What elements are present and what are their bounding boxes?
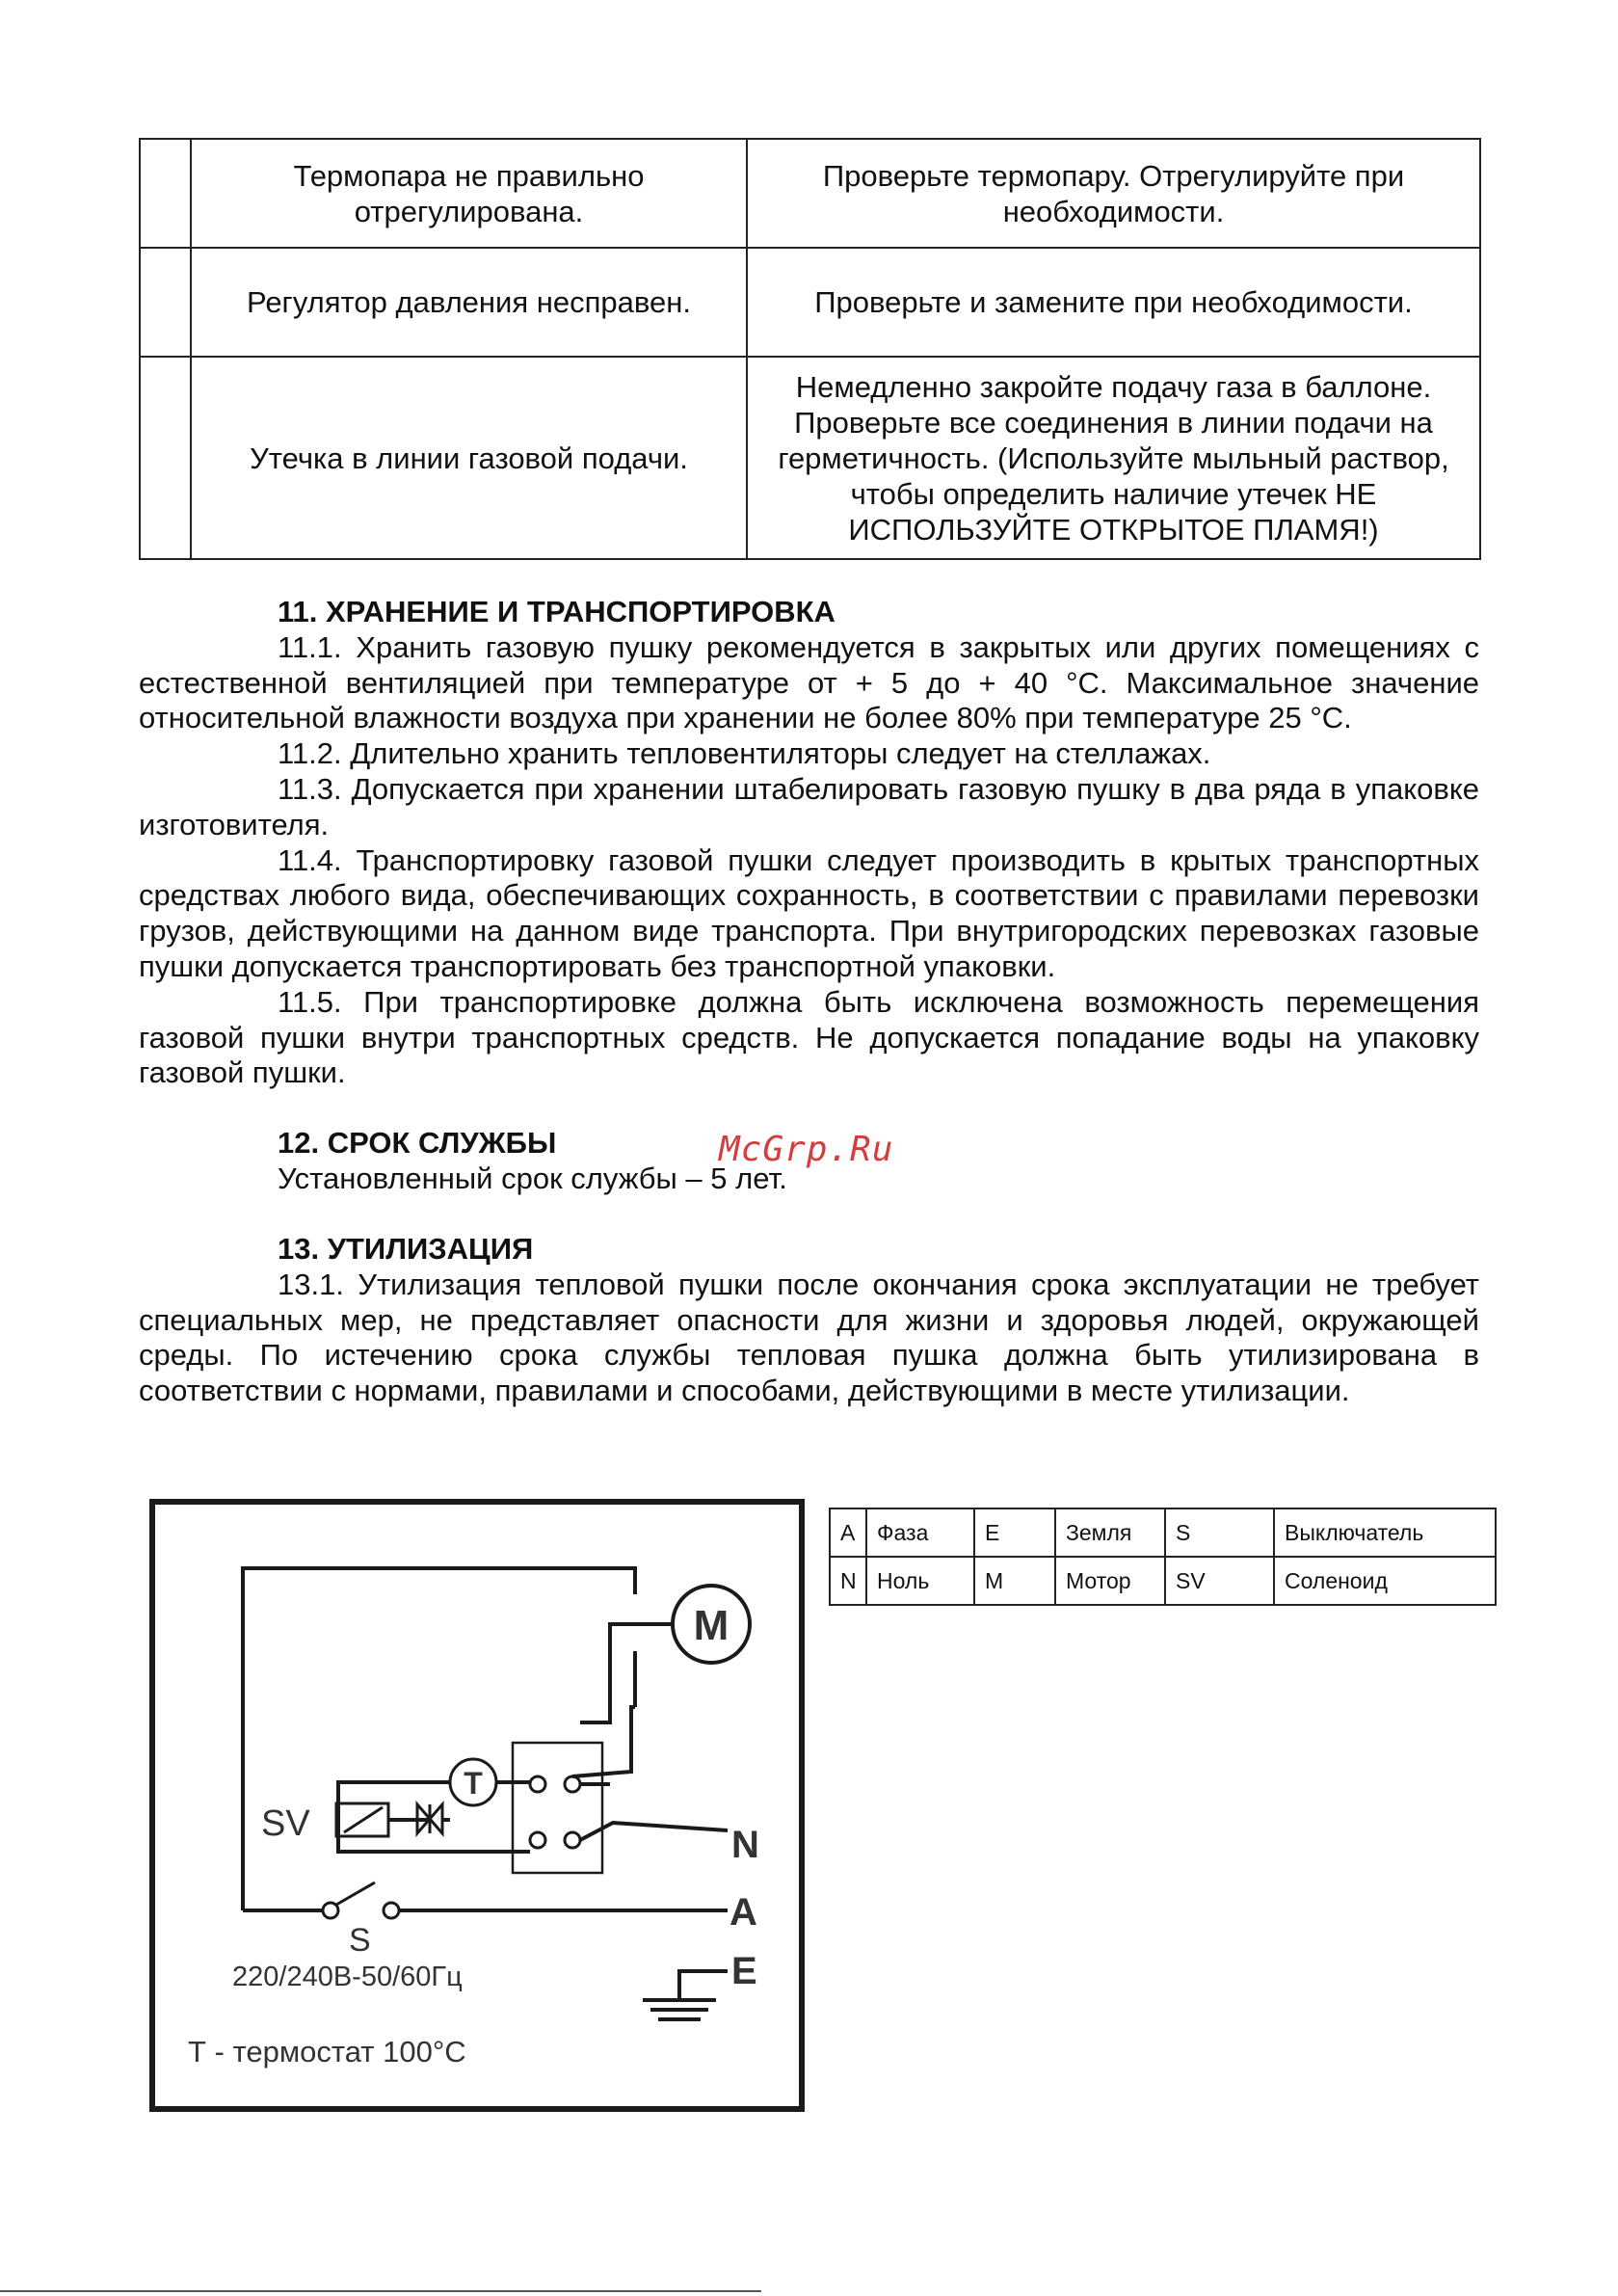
- fault-remedy-cell: Проверьте термопару. Отрегулируйте при необходимости.: [747, 139, 1480, 248]
- footer-rule: [0, 2290, 761, 2292]
- solenoid-label: SV: [261, 1803, 310, 1844]
- switch-contact: [384, 1903, 399, 1918]
- fault-cause-cell: Регулятор давления несправен.: [191, 248, 747, 357]
- switch-lever: [336, 1882, 375, 1905]
- paragraph: 11.4. Транспортировку газовой пушки следует производить в крытых транспортных средствах любого вида, обеспечивающих сохранность, в соответствии с правилами перевозки грузов, действующими на данном виде транспорта. При внутригородских перевозках газовые пушки допускается транспортировать без транспортной упаковки.: [139, 842, 1479, 983]
- section-title: 13. УТИЛИЗАЦИЯ: [278, 1232, 534, 1266]
- legend-row: [830, 1508, 1496, 1557]
- legend-meaning: Мотор: [1055, 1557, 1165, 1605]
- terminal-pin: [565, 1776, 580, 1792]
- wire: [580, 1624, 671, 1722]
- legend-code: N: [830, 1557, 866, 1605]
- switch-label: S: [349, 1922, 371, 1959]
- watermark: McGrp.Ru: [719, 1130, 894, 1169]
- legend-code: S: [1165, 1508, 1274, 1557]
- wire: [338, 1782, 450, 1792]
- switch-contact: [323, 1903, 338, 1918]
- legend-code: SV: [1165, 1557, 1274, 1605]
- fault-row: [140, 248, 1480, 357]
- wire: [679, 1971, 728, 2000]
- section-disposal: [139, 1232, 1479, 1409]
- legend-meaning: Фаза: [866, 1508, 974, 1557]
- terminal-pin: [530, 1832, 545, 1848]
- terminal-n-label: N: [731, 1824, 759, 1866]
- fault-cause-cell: Термопара не правильно отрегулирована.: [191, 139, 747, 248]
- section-storage-transport: [139, 595, 1479, 1091]
- legend-table: [829, 1508, 1497, 1606]
- fault-number-cell: [140, 248, 191, 357]
- paragraph: 11.5. При транспортировке должна быть исключена возможность перемещения газовой пушки внутри транспортных средств. Не допускается попадание воды на упаковку газовой пушки.: [139, 984, 1479, 1090]
- wiring-diagram-svg: [155, 1505, 799, 2106]
- section-title: 12. СРОК СЛУЖБЫ: [278, 1126, 557, 1160]
- section-title: 11. ХРАНЕНИЕ И ТРАНСПОРТИРОВКА: [278, 595, 836, 628]
- wire: [243, 1568, 635, 1910]
- paragraph: 11.2. Длительно хранить тепловентиляторы следует на стеллажах.: [278, 736, 1211, 771]
- wiring-diagram: [149, 1499, 805, 2112]
- legend-code: E: [974, 1508, 1055, 1557]
- legend-meaning: Земля: [1055, 1508, 1165, 1557]
- thermostat-label: T: [464, 1766, 483, 1801]
- voltage-label: 220/240В-50/60Гц: [232, 1962, 463, 1992]
- fault-cause-cell: Утечка в линии газовой подачи.: [191, 357, 747, 559]
- fault-row: [140, 139, 1480, 248]
- fault-number-cell: [140, 357, 191, 559]
- fault-row: [140, 357, 1480, 559]
- motor-label: M: [693, 1602, 729, 1649]
- paragraph: 11.3. Допускается при хранении штабелировать газовую пушку в два ряда в упаковке изготовителя.: [139, 771, 1479, 841]
- paragraph: 11.1. Хранить газовую пушку рекомендуется в закрытых или других помещениях с естественной вентиляцией при температуре от + 5 до + 40 °С. Максимальное значение относительной влажности воздуха при хранении не более 80% при температуре 25 °С.: [139, 629, 1479, 735]
- wire: [344, 1807, 383, 1832]
- fault-table: [139, 138, 1481, 560]
- terminal-pin: [530, 1776, 545, 1792]
- fault-number-cell: [140, 139, 191, 248]
- paragraph: 13.1. Утилизация тепловой пушки после окончания срока эксплуатации не требует специальных мер, не представляет опасности для жизни и здоровья людей, окружающей среды. По истечению срока службы тепловая пушка должна быть утилизирована в соответствии с нормами, правилами и способами, действующими в месте утилизации.: [139, 1267, 1479, 1408]
- terminal-pin: [565, 1832, 580, 1848]
- legend-code: A: [830, 1508, 866, 1557]
- fault-remedy-cell: Проверьте и замените при необходимости.: [747, 248, 1480, 357]
- legend-meaning: Ноль: [866, 1557, 974, 1605]
- terminal-a-label: A: [729, 1891, 757, 1934]
- fault-remedy-cell: Немедленно закройте подачу газа в баллоне. Проверьте все соединения в линии подачи на герметичность. (Используйте мыльный раствор, чтобы определить наличие утечек НЕ ИСПОЛЬЗУЙТЕ ОТКРЫТОЕ ПЛАМЯ!): [747, 357, 1480, 559]
- legend-meaning: Соленоид: [1274, 1557, 1496, 1605]
- legend-code: M: [974, 1557, 1055, 1605]
- terminal-e-label: E: [731, 1950, 757, 1992]
- thermostat-note: Т - термостат 100°С: [188, 2035, 466, 2069]
- legend-row: [830, 1557, 1496, 1605]
- legend-meaning: Выключатель: [1274, 1508, 1496, 1557]
- paragraph: Установленный срок службы – 5 лет.: [278, 1161, 787, 1195]
